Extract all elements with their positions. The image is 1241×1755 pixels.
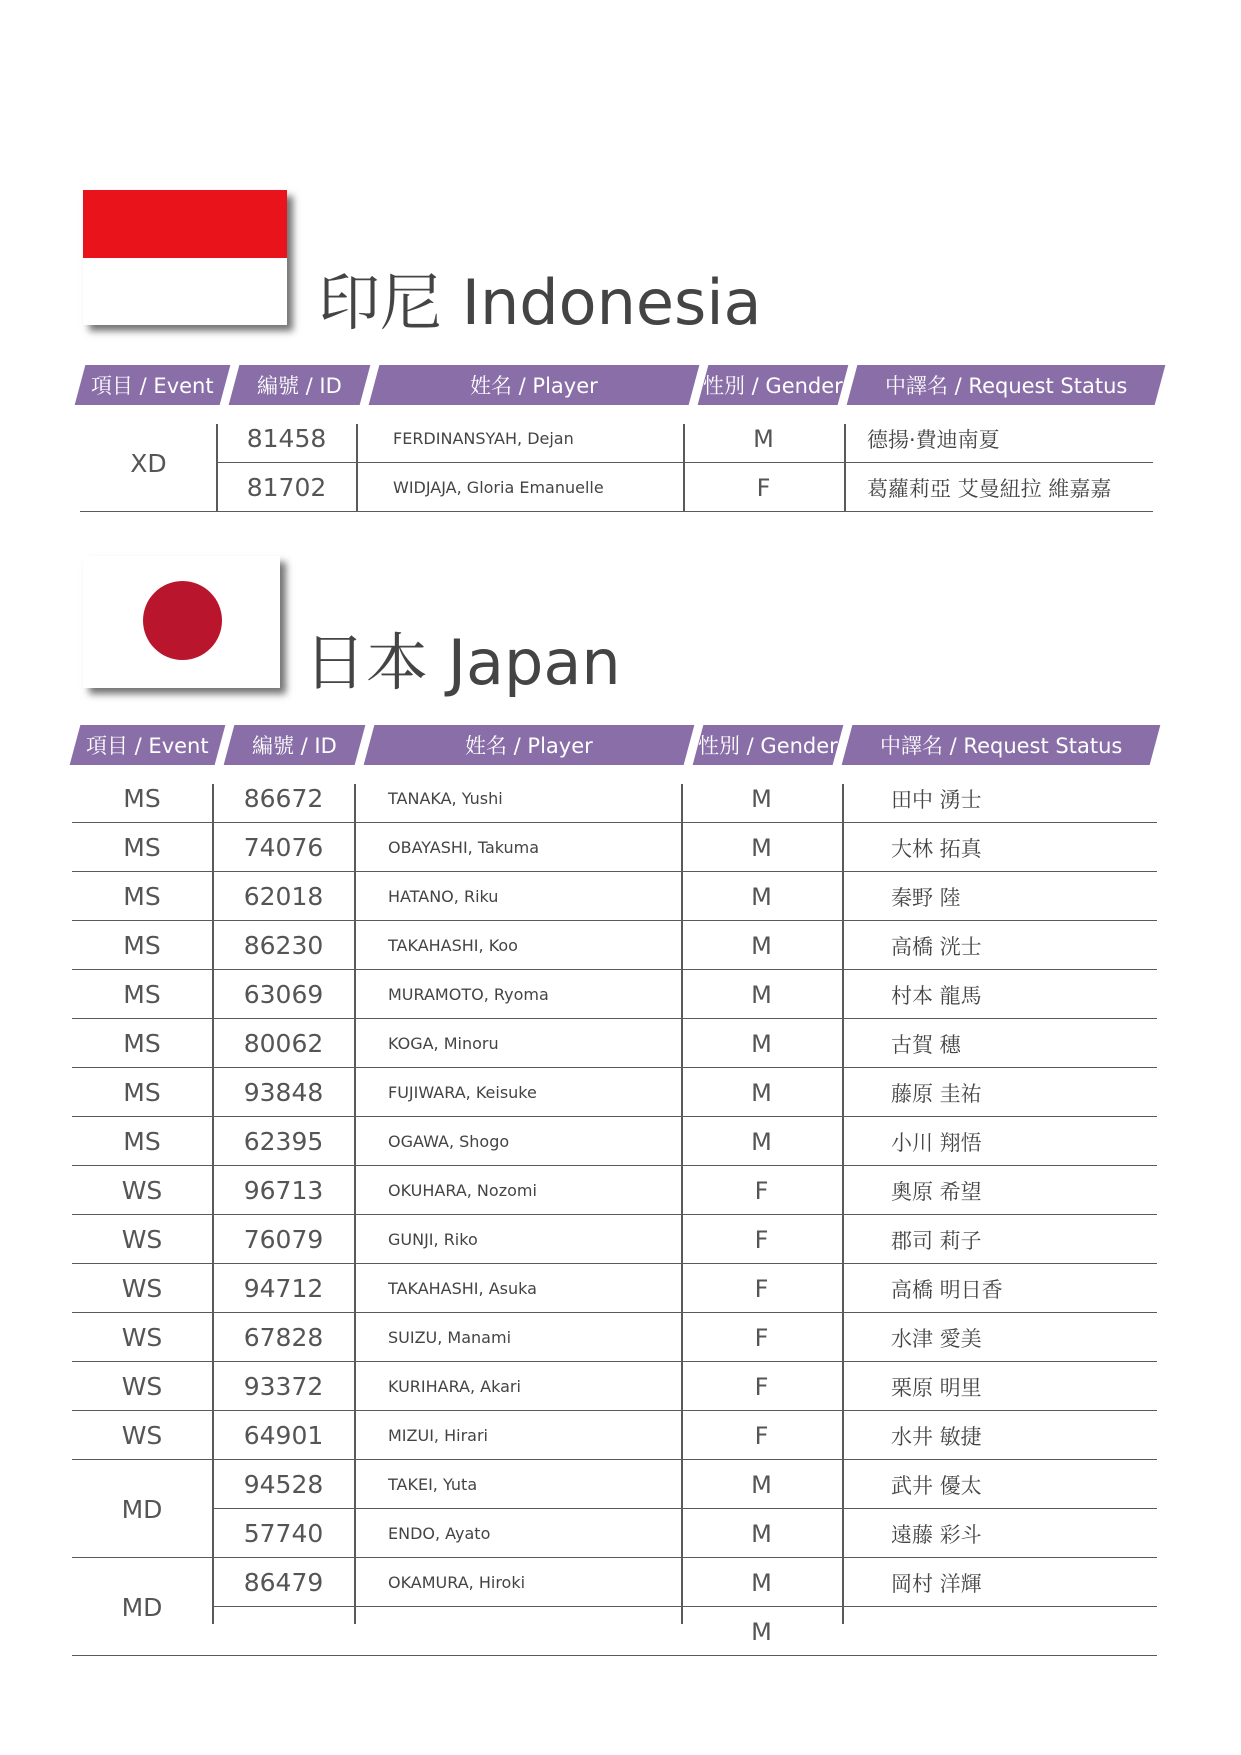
id-cell bbox=[213, 1607, 354, 1656]
status-cell: 水井 敏捷 bbox=[891, 1424, 982, 1449]
player-cell: OBAYASHI, Takuma bbox=[388, 838, 540, 857]
event-cell: WS bbox=[121, 1176, 163, 1205]
japan-title: 日本 Japan bbox=[304, 626, 621, 699]
table-row bbox=[72, 1166, 1157, 1215]
id-cell: 63069 bbox=[243, 980, 324, 1009]
player-cell: MURAMOTO, Ryoma bbox=[388, 985, 549, 1004]
status-cell: 高橋 明日香 bbox=[891, 1277, 1003, 1302]
id-cell: 62395 bbox=[243, 1127, 324, 1156]
player-cell: MIZUI, Hirari bbox=[388, 1426, 488, 1445]
status-cell: 大林 拓真 bbox=[891, 836, 982, 861]
status-cell: 郡司 莉子 bbox=[891, 1228, 982, 1253]
gender-cell: M bbox=[751, 980, 772, 1009]
id-cell: 94528 bbox=[243, 1470, 324, 1499]
event-cell: WS bbox=[121, 1421, 163, 1450]
status-cell: 田中 湧士 bbox=[891, 787, 982, 812]
event-cell: MS bbox=[123, 784, 161, 813]
id-cell: 93372 bbox=[243, 1372, 324, 1401]
player-cell: TAKAHASHI, Asuka bbox=[388, 1279, 537, 1298]
player-cell: KURIHARA, Akari bbox=[388, 1377, 521, 1396]
id-cell: 57740 bbox=[243, 1519, 324, 1548]
player-cell: TANAKA, Yushi bbox=[388, 789, 503, 808]
gender-cell: M bbox=[751, 1470, 772, 1499]
player-cell: SUIZU, Manami bbox=[388, 1328, 512, 1347]
gender-cell: F bbox=[754, 1323, 769, 1352]
player-cell: GUNJI, Riko bbox=[388, 1230, 478, 1249]
player-cell: ENDO, Ayato bbox=[388, 1524, 491, 1543]
player-cell: WIDJAJA, Gloria Emanuelle bbox=[393, 478, 604, 497]
header-status: 中譯名 / Request Status bbox=[847, 365, 1166, 405]
id-cell: 93848 bbox=[243, 1078, 324, 1107]
header-id: 編號 / ID bbox=[229, 365, 371, 405]
id-cell: 81702 bbox=[246, 473, 327, 502]
status-cell bbox=[891, 1607, 1157, 1656]
table-row bbox=[72, 1215, 1157, 1264]
japan-table bbox=[72, 774, 1157, 1674]
gender-cell: M bbox=[751, 1078, 772, 1107]
header-gender: 性別 / Gender bbox=[698, 365, 849, 405]
event-cell: XD bbox=[130, 448, 167, 478]
status-cell: 葛蘿莉亞 艾曼紐拉 維嘉嘉 bbox=[867, 476, 1112, 501]
player-cell: OGAWA, Shogo bbox=[388, 1132, 510, 1151]
event-cell: WS bbox=[121, 1323, 163, 1352]
gender-cell: F bbox=[754, 1176, 769, 1205]
gender-cell: F bbox=[754, 1421, 769, 1450]
header-id: 編號 / ID bbox=[224, 725, 366, 765]
table-row bbox=[72, 921, 1157, 970]
table-row bbox=[72, 1117, 1157, 1166]
gender-cell: M bbox=[751, 784, 772, 813]
table-row bbox=[72, 823, 1157, 872]
gender-cell: M bbox=[751, 1568, 772, 1597]
table-row bbox=[72, 1362, 1157, 1411]
id-cell: 86230 bbox=[243, 931, 324, 960]
id-cell: 94712 bbox=[243, 1274, 324, 1303]
id-cell: 64901 bbox=[243, 1421, 324, 1450]
event-cell: WS bbox=[121, 1372, 163, 1401]
id-cell: 80062 bbox=[243, 1029, 324, 1058]
gender-cell: M bbox=[751, 1029, 772, 1058]
event-cell: MS bbox=[123, 980, 161, 1009]
player-cell bbox=[388, 1607, 681, 1656]
gender-cell: M bbox=[751, 1127, 772, 1156]
player-cell: HATANO, Riku bbox=[388, 887, 499, 906]
table-row bbox=[72, 1411, 1157, 1460]
status-cell: 古賀 穗 bbox=[891, 1032, 961, 1057]
player-cell: FUJIWARA, Keisuke bbox=[388, 1083, 537, 1102]
status-cell: 岡村 洋輝 bbox=[891, 1571, 982, 1596]
status-cell: 村本 龍馬 bbox=[891, 983, 982, 1008]
event-cell: WS bbox=[121, 1225, 163, 1254]
table-row bbox=[72, 1509, 1157, 1558]
event-cell: WS bbox=[121, 1274, 163, 1303]
player-cell: KOGA, Minoru bbox=[388, 1034, 499, 1053]
player-cell: FERDINANSYAH, Dejan bbox=[393, 429, 574, 448]
indonesia-title: 印尼 Indonesia bbox=[318, 266, 762, 339]
gender-cell: M bbox=[751, 1519, 772, 1548]
table-row bbox=[72, 1313, 1157, 1362]
status-cell: 武井 優太 bbox=[891, 1473, 982, 1498]
event-cell: MD bbox=[121, 1592, 163, 1622]
header-player: 姓名 / Player bbox=[364, 725, 695, 765]
gender-cell: M bbox=[751, 931, 772, 960]
status-cell: 秦野 陸 bbox=[891, 885, 961, 910]
id-cell: 86479 bbox=[243, 1568, 324, 1597]
status-cell: 德揚·費迪南夏 bbox=[867, 427, 1000, 452]
event-cell: MS bbox=[123, 931, 161, 960]
gender-cell: F bbox=[756, 473, 771, 502]
header-gender: 性別 / Gender bbox=[693, 725, 844, 765]
status-cell: 栗原 明里 bbox=[891, 1375, 982, 1400]
event-cell: MD bbox=[121, 1494, 163, 1524]
id-cell: 86672 bbox=[243, 784, 324, 813]
status-cell: 高橋 洸士 bbox=[891, 934, 982, 959]
id-cell: 74076 bbox=[243, 833, 324, 862]
id-cell: 96713 bbox=[243, 1176, 324, 1205]
player-cell: OKUHARA, Nozomi bbox=[388, 1181, 537, 1200]
event-cell: MS bbox=[123, 1127, 161, 1156]
header-event: 項目 / Event bbox=[75, 365, 231, 405]
event-cell: MS bbox=[123, 1078, 161, 1107]
event-cell: MS bbox=[123, 882, 161, 911]
status-cell: 藤原 圭祐 bbox=[891, 1081, 982, 1106]
status-cell: 奧原 希望 bbox=[891, 1179, 982, 1204]
table-row bbox=[72, 1068, 1157, 1117]
table-row bbox=[213, 1558, 1157, 1607]
table-row bbox=[72, 1607, 1157, 1656]
gender-cell: F bbox=[754, 1372, 769, 1401]
id-cell: 76079 bbox=[243, 1225, 324, 1254]
table-row bbox=[72, 872, 1157, 921]
status-cell: 遠藤 彩斗 bbox=[891, 1522, 982, 1547]
gender-cell: F bbox=[754, 1274, 769, 1303]
table-row bbox=[72, 1264, 1157, 1313]
gender-cell: M bbox=[753, 424, 774, 453]
player-cell: TAKAHASHI, Koo bbox=[388, 936, 518, 955]
gender-cell: M bbox=[751, 833, 772, 862]
header-event: 項目 / Event bbox=[70, 725, 226, 765]
table-row bbox=[72, 970, 1157, 1019]
table-row bbox=[213, 1460, 1157, 1509]
gender-cell: M bbox=[751, 882, 772, 911]
event-cell: MS bbox=[123, 833, 161, 862]
table-row bbox=[72, 774, 1157, 823]
event-cell: MS bbox=[123, 1029, 161, 1058]
player-cell: TAKEI, Yuta bbox=[388, 1475, 478, 1494]
gender-cell: F bbox=[754, 1225, 769, 1254]
player-cell: OKAMURA, Hiroki bbox=[388, 1573, 526, 1592]
id-cell: 81458 bbox=[246, 424, 327, 453]
status-cell: 小川 翔悟 bbox=[891, 1130, 982, 1155]
id-cell: 62018 bbox=[243, 882, 324, 911]
id-cell: 67828 bbox=[243, 1323, 324, 1352]
table-row bbox=[72, 1019, 1157, 1068]
header-player: 姓名 / Player bbox=[369, 365, 700, 405]
header-status: 中譯名 / Request Status bbox=[842, 725, 1161, 765]
gender-cell: M bbox=[751, 1617, 772, 1646]
status-cell: 水津 愛美 bbox=[891, 1326, 982, 1351]
